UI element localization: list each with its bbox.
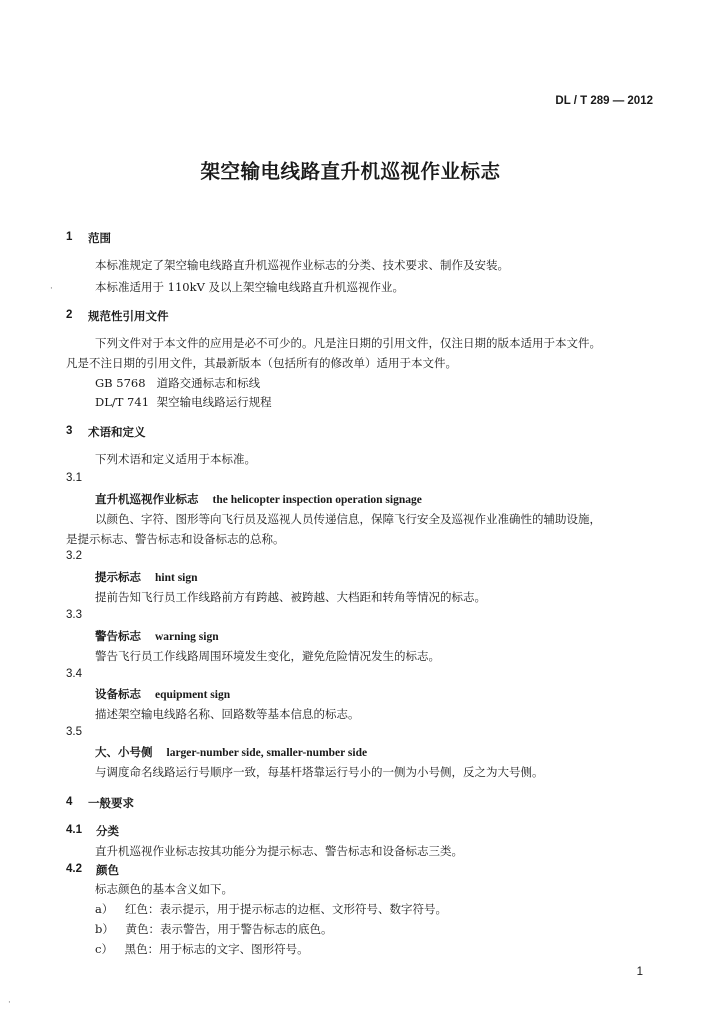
subsection-heading: 分类 <box>96 824 119 838</box>
section-1-heading: 范围 <box>88 231 111 245</box>
term-english: warning sign <box>155 631 219 643</box>
section-1-number: 1 <box>66 231 73 243</box>
standard-number: DL / T 289 — 2012 <box>555 95 653 107</box>
term-chinese: 警告标志 <box>95 629 141 643</box>
term-title <box>95 744 367 760</box>
subsection-text: 直升机巡视作业标志按其功能分为提示标志、警告标志和设备标志三类。 <box>95 844 463 858</box>
subsection-number: 4.2 <box>66 863 82 875</box>
term-number: 3.3 <box>66 609 82 621</box>
term-chinese: 直升机巡视作业标志 <box>95 492 199 506</box>
list-text: 红色：表示提示，用于提示标志的边框、文形符号、数字符号。 <box>125 902 448 916</box>
list-label: a） <box>95 902 114 916</box>
list-text: 黑色：用于标志的文字、图形符号。 <box>124 942 309 956</box>
reference-item <box>95 394 272 410</box>
page-number: 1 <box>636 966 643 978</box>
term-number: 3.5 <box>66 726 82 738</box>
term-chinese: 设备标志 <box>95 687 141 701</box>
scan-speck: · <box>50 284 53 294</box>
scan-speck: · <box>8 998 11 1008</box>
reference-title: 架空输电线路运行规程 <box>156 395 272 409</box>
subsection-number: 4.1 <box>66 824 82 836</box>
document-title: 架空输电线路直升机巡视作业标志 <box>200 160 501 183</box>
term-english: the helicopter inspection operation signage <box>212 494 422 506</box>
term-definition: 警告飞行员工作线路周围环境发生变化，避免危险情况发生的标志。 <box>95 649 440 663</box>
list-item <box>95 941 309 957</box>
term-number: 3.4 <box>66 668 82 680</box>
list-label: b） <box>95 922 114 936</box>
term-definition-line-1: 以颜色、字符、图形等向飞行员及巡视人员传递信息，保障飞行安全及巡视作业准确性的辅助设施， <box>95 512 601 526</box>
term-title <box>95 491 422 507</box>
list-label: c） <box>95 942 113 956</box>
section-2-paragraph-line-2: 凡是不注日期的引用文件，其最新版本（包括所有的修改单）适用于本文件。 <box>66 356 457 370</box>
reference-code: DL/T 741 <box>95 395 150 409</box>
term-english: larger-number side, smaller-number side <box>166 747 368 759</box>
section-2-number: 2 <box>66 309 73 321</box>
section-4-heading: 一般要求 <box>88 796 134 810</box>
section-3-number: 3 <box>66 425 73 437</box>
reference-title: 道路交通标志和标线 <box>156 376 261 390</box>
list-item <box>95 901 447 917</box>
section-1-paragraph-1: 本标准规定了架空输电线路直升机巡视作业标志的分类、技术要求、制作及安装。 <box>95 258 509 272</box>
subsection-intro: 标志颜色的基本含义如下。 <box>95 882 233 896</box>
section-1-paragraph-2: 本标准适用于 110kV 及以上架空输电线路直升机巡视作业。 <box>95 280 405 294</box>
section-3-intro: 下列术语和定义适用于本标准。 <box>95 452 256 466</box>
term-english: hint sign <box>155 572 198 584</box>
term-number: 3.1 <box>66 472 82 484</box>
section-4-number: 4 <box>66 796 73 808</box>
term-chinese: 提示标志 <box>95 570 141 584</box>
subsection-heading: 颜色 <box>96 863 119 877</box>
term-definition-line-2: 是提示标志、警告标志和设备标志的总称。 <box>66 532 285 546</box>
term-english: equipment sign <box>155 689 231 701</box>
term-title <box>95 569 198 585</box>
reference-code: GB 5768 <box>95 376 146 390</box>
term-title <box>95 686 230 702</box>
list-text: 黄色：表示警告，用于警告标志的底色。 <box>125 922 333 936</box>
reference-item <box>95 375 260 391</box>
term-definition: 描述架空输电线路名称、回路数等基本信息的标志。 <box>95 707 360 721</box>
term-title <box>95 628 219 644</box>
section-3-heading: 术语和定义 <box>88 425 146 439</box>
list-item <box>95 921 333 937</box>
term-definition: 提前告知飞行员工作线路前方有跨越、被跨越、大档距和转角等情况的标志。 <box>95 590 486 604</box>
term-chinese: 大、小号侧 <box>95 745 153 759</box>
term-number: 3.2 <box>66 550 82 562</box>
section-2-paragraph-line-1: 下列文件对于本文件的应用是必不可少的。凡是注日期的引用文件，仅注日期的版本适用于本文件。 <box>95 336 601 350</box>
section-2-heading: 规范性引用文件 <box>88 309 169 323</box>
term-definition: 与调度命名线路运行号顺序一致，每基杆塔靠运行号小的一侧为小号侧，反之为大号侧。 <box>95 765 544 779</box>
